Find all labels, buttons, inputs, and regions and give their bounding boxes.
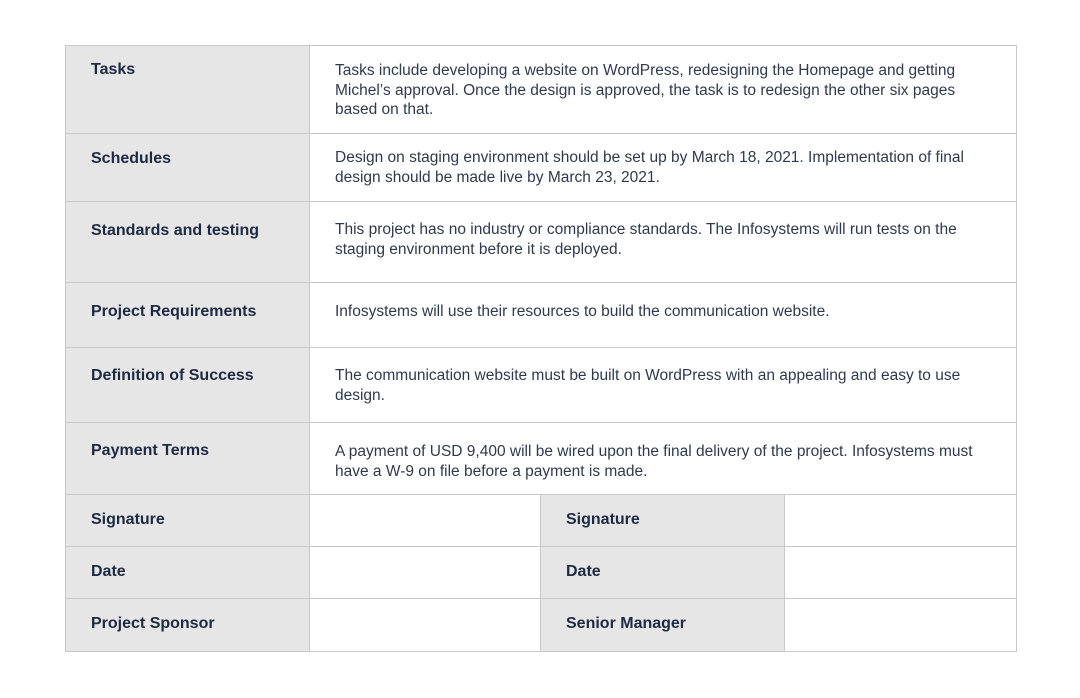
table-row-signature [66, 495, 1017, 547]
project-scope-table [65, 45, 1017, 652]
table-row-date [66, 547, 1017, 599]
date-field-right[interactable] [785, 547, 1017, 599]
project-sponsor-field[interactable] [310, 599, 541, 652]
date-label-right: Date [541, 547, 785, 599]
row-label-requirements: Project Requirements [66, 283, 310, 348]
row-value-payment: A payment of USD 9,400 will be wired upon the final delivery of the project. Infosystems must have a W-9 on file before a payment is made. [310, 423, 1017, 495]
row-value-tasks: Tasks include developing a website on WordPress, redesigning the Homepage and getting Michel’s approval. Once the design is approved, the task is to redesign the other six pages based on that. [310, 46, 1017, 134]
table-row-tasks [66, 46, 1017, 134]
table-row-success [66, 348, 1017, 423]
row-label-standards: Standards and testing [66, 202, 310, 283]
signature-label-right: Signature [541, 495, 785, 547]
senior-manager-field[interactable] [785, 599, 1017, 652]
signature-label-left: Signature [66, 495, 310, 547]
row-label-schedules: Schedules [66, 134, 310, 202]
date-label-left: Date [66, 547, 310, 599]
date-field-left[interactable] [310, 547, 541, 599]
signature-field-right[interactable] [785, 495, 1017, 547]
row-value-success: The communication website must be built on WordPress with an appealing and easy to use design. [310, 348, 1017, 423]
row-value-schedules: Design on staging environment should be set up by March 18, 2021. Implementation of final design should be made live by March 23, 2021. [310, 134, 1017, 202]
row-label-tasks: Tasks [66, 46, 310, 134]
table-row-requirements [66, 283, 1017, 348]
row-value-standards: This project has no industry or compliance standards. The Infosystems will run tests on the staging environment before it is deployed. [310, 202, 1017, 283]
table-row-role [66, 599, 1017, 652]
row-label-payment: Payment Terms [66, 423, 310, 495]
row-label-success: Definition of Success [66, 348, 310, 423]
table-row-schedules [66, 134, 1017, 202]
row-value-requirements: Infosystems will use their resources to build the communication website. [310, 283, 1017, 348]
signature-field-left[interactable] [310, 495, 541, 547]
table-row-payment [66, 423, 1017, 495]
senior-manager-label: Senior Manager [541, 599, 785, 652]
table-row-standards [66, 202, 1017, 283]
project-sponsor-label: Project Sponsor [66, 599, 310, 652]
